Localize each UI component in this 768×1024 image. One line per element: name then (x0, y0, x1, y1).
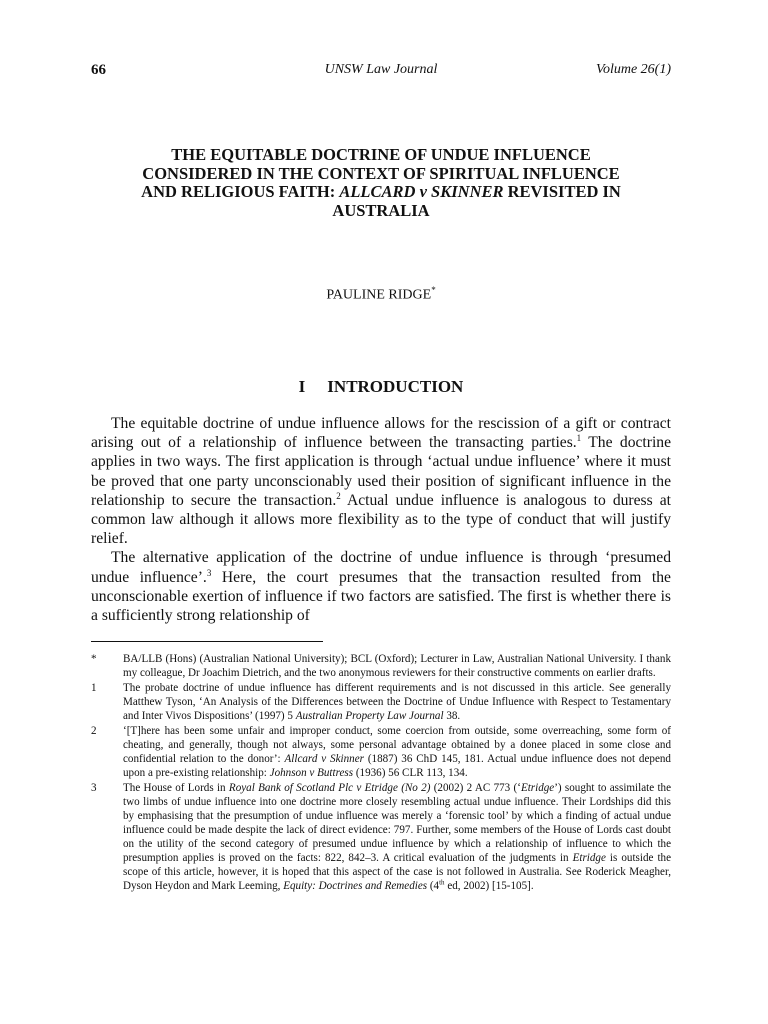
footnote-mark: * (91, 653, 97, 665)
footnote-text: (4 (427, 880, 440, 892)
author-footnote-mark[interactable]: * (431, 285, 436, 295)
case-citation: Royal Bank of Scotland Plc v Etridge (No 2) (228, 782, 431, 794)
footnote-ref-2[interactable]: 2 (336, 490, 341, 501)
footnote-ref-3[interactable]: 3 (206, 567, 212, 578)
paragraph-text: The doctrine applies in two ways. The first application is through ‘actual undue influence’ where it must be proved that one party unconscionably used their position of significant influence in the relationship to secure the transaction. (91, 434, 672, 509)
page-number: 66 (91, 62, 106, 78)
footnote-star (91, 652, 671, 680)
case-citation: Etridge (572, 852, 606, 864)
footnote-text: is outside the scope of this article, however, it is hoped that this aspect of the case is not followed in Australia. See Roderick Meagher, Dyson Heydon and Mark Leeming, (123, 852, 671, 892)
footnotes (91, 652, 671, 894)
footnote-separator (91, 641, 323, 642)
case-citation: Allcard v Skinner (284, 753, 364, 765)
case-citation: Etridge (520, 782, 555, 794)
book-citation: Equity: Doctrines and Remedies (283, 880, 428, 892)
paragraph-text: The alternative application of the doctrine of undue influence is through ‘presumed undue influence’. (91, 549, 671, 586)
paragraph-text: Here, the court presumes that the transaction resulted from the unconscionable exertion of influence if two factors are satisfied. The first is whether there is a sufficiently strong relationship of (91, 568, 671, 625)
edition-superscript: th (439, 878, 445, 887)
section-title: INTRODUCTION (327, 377, 464, 396)
footnote-mark: 2 (91, 725, 97, 737)
footnote-text: BA/LLB (Hons) (Australian National University); BCL (Oxford); Lecturer in Law, Australian National University. I thank my colleague, Dr Joachim Dietrich, and the two anonymous reviewers for their constructive comments on earlier drafts. (123, 653, 671, 679)
footnote-mark: 3 (91, 782, 97, 794)
footnote-text: ’) sought to assimilate the two limbs of undue influence into one doctrine more closely resembling actual undue influence. Their Lordships did this by emphasising that the presumption of undue influence was merely a ‘forensic tool’ by which a finding of actual undue influence could be made despite the lack of direct evidence: 797. Further, some members of the House of Lords cast doubt on the utility of the second category of presumed undue influence by which a relationship of influence to which the presumption applies is proved on the facts: 822, 842–3. A critical evaluation of the judgments in (123, 782, 671, 864)
footnote-3 (91, 781, 671, 893)
footnote-text: ‘[T]here has been some unfair and improper conduct, some coercion from outside, some overreaching, some form of cheating, and generally, though not always, some personal advantage obtained by a donee placed in some close and confidential relation to the donor’: (123, 725, 671, 765)
author-byline (91, 285, 671, 304)
footnote-text: The probate doctrine of undue influence has different requirements and is not discussed in this article. See generally Matthew Tyson, ‘An Analysis of the Differences between the Doctrine of Undue Influence with Respect to Testamentary and Inter Vivos Dispositions’ (1997) 5 (123, 682, 671, 722)
title-line-2: CONSIDERED IN THE CONTEXT OF SPIRITUAL INFLUENCE (142, 163, 620, 183)
paragraph-text: Actual undue influence is analogous to duress at common law although it allows more flexibility as to the type of conduct that will justify relief. (91, 491, 671, 548)
journal-name: UNSW Law Journal (324, 62, 438, 77)
article-title (91, 146, 671, 220)
running-header (91, 62, 671, 82)
title-line-3 (91, 183, 671, 202)
body-text (91, 414, 671, 625)
section-heading (91, 377, 671, 397)
paragraph-1 (91, 414, 671, 548)
footnote-text: The House of Lords in (123, 782, 229, 794)
case-citation: Johnson v Buttress (269, 767, 354, 779)
footnote-text: (1936) 56 CLR 113, 134. (353, 767, 468, 779)
footnote-2 (91, 724, 671, 780)
journal-citation: Australian Property Law Journal (295, 710, 444, 722)
footnote-text: 38. (443, 710, 461, 722)
title-line-4: AUSTRALIA (332, 200, 430, 220)
paragraph-text: The equitable doctrine of undue influence allows for the rescission of a gift or contract arising out of a relationship of influence between the transacting parties. (91, 415, 671, 452)
title-text: REVISITED IN (503, 182, 621, 201)
volume-label: Volume 26(1) (595, 62, 671, 77)
footnote-ref-1[interactable]: 1 (576, 433, 582, 444)
author-name: PAULINE RIDGE (326, 287, 432, 303)
title-line-1: THE EQUITABLE DOCTRINE OF UNDUE INFLUENCE (171, 145, 591, 164)
footnote-mark: 1 (91, 682, 97, 694)
title-text: AND RELIGIOUS FAITH: (141, 182, 340, 201)
paragraph-2 (91, 548, 671, 625)
footnote-text: (1887) 36 ChD 145, 181. Actual undue influence does not depend upon a pre-existing relationship: (123, 753, 671, 779)
title-case-name: ALLCARD v SKINNER (339, 182, 504, 201)
section-number: I (298, 377, 306, 396)
footnote-text: ed, 2002) [15-105]. (444, 880, 534, 892)
footnote-text: (2002) 2 AC 773 (‘ (430, 782, 521, 794)
footnote-1 (91, 681, 671, 723)
